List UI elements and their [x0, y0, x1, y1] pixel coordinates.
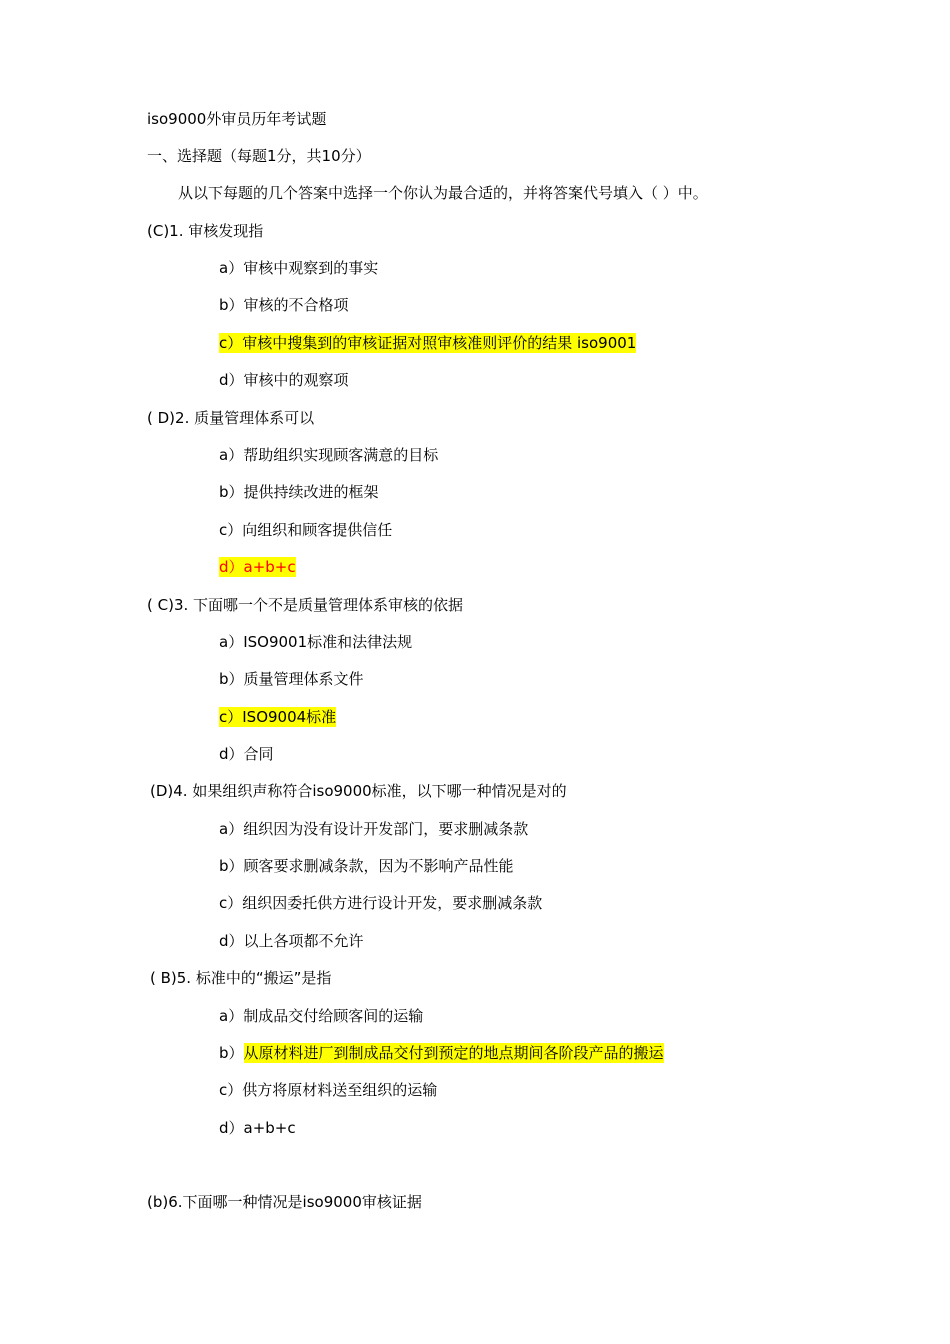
question-1-option-b: b）审核的不合格项: [219, 296, 349, 314]
question-4-option-d: d）以上各项都不允许: [219, 932, 364, 950]
question-2-option-a: a）帮助组织实现顾客满意的目标: [219, 446, 439, 464]
section-heading: 一、选择题（每题1分，共10分）: [147, 147, 371, 165]
question-5-option-c: c）供方将原材料送至组织的运输: [219, 1081, 438, 1099]
question-5-option-d: d）a+b+c: [219, 1119, 296, 1137]
question-1-header: (C)1. 审核发现指: [147, 222, 264, 240]
question-2-option-c: c）向组织和顾客提供信任: [219, 521, 393, 539]
instruction-text: 从以下每题的几个答案中选择一个你认为最合适的，并将答案代号填入（ ）中。: [178, 184, 708, 202]
highlighted-answer: c）ISO9004标准: [219, 708, 337, 726]
question-5-option-b: [219, 1042, 664, 1064]
question-5-option-a: a）制成品交付给顾客间的运输: [219, 1007, 424, 1025]
question-5-header: ( B)5. 标准中的“搬运”是指: [150, 969, 332, 987]
question-1-option-d: d）审核中的观察项: [219, 371, 349, 389]
option-prefix: b）: [219, 1044, 244, 1062]
question-3-option-a: a）ISO9001标准和法律法规: [219, 633, 413, 651]
question-4-option-b: b）顾客要求删减条款，因为不影响产品性能: [219, 857, 514, 875]
question-3-option-b: b）质量管理体系文件: [219, 670, 364, 688]
doc-title: iso9000外审员历年考试题: [147, 110, 327, 128]
question-3-header: ( C)3. 下面哪一个不是质量管理体系审核的依据: [147, 596, 464, 614]
highlighted-answer: d）a+b+c: [219, 558, 296, 576]
question-2-header: ( D)2. 质量管理体系可以: [147, 409, 315, 427]
question-6-header: (b)6.下面哪一种情况是iso9000审核证据: [147, 1193, 422, 1211]
question-2-option-d: [219, 556, 296, 578]
question-2-option-b: b）提供持续改进的框架: [219, 483, 379, 501]
question-4-option-a: a）组织因为没有设计开发部门，要求删减条款: [219, 820, 529, 838]
question-1-option-c: [219, 332, 636, 354]
question-4-option-c: c）组织因委托供方进行设计开发，要求删减条款: [219, 894, 543, 912]
question-1-option-a: a）审核中观察到的事实: [219, 259, 379, 277]
highlighted-answer: c）审核中搜集到的审核证据对照审核准则评价的结果 iso9001: [219, 334, 637, 352]
question-3-option-d: d）合同: [219, 745, 274, 763]
highlighted-answer: 从原材料进厂到制成品交付到预定的地点期间各阶段产品的搬运: [243, 1044, 664, 1062]
question-4-header: (D)4. 如果组织声称符合iso9000标准，以下哪一种情况是对的: [150, 782, 567, 800]
question-3-option-c: [219, 706, 336, 728]
